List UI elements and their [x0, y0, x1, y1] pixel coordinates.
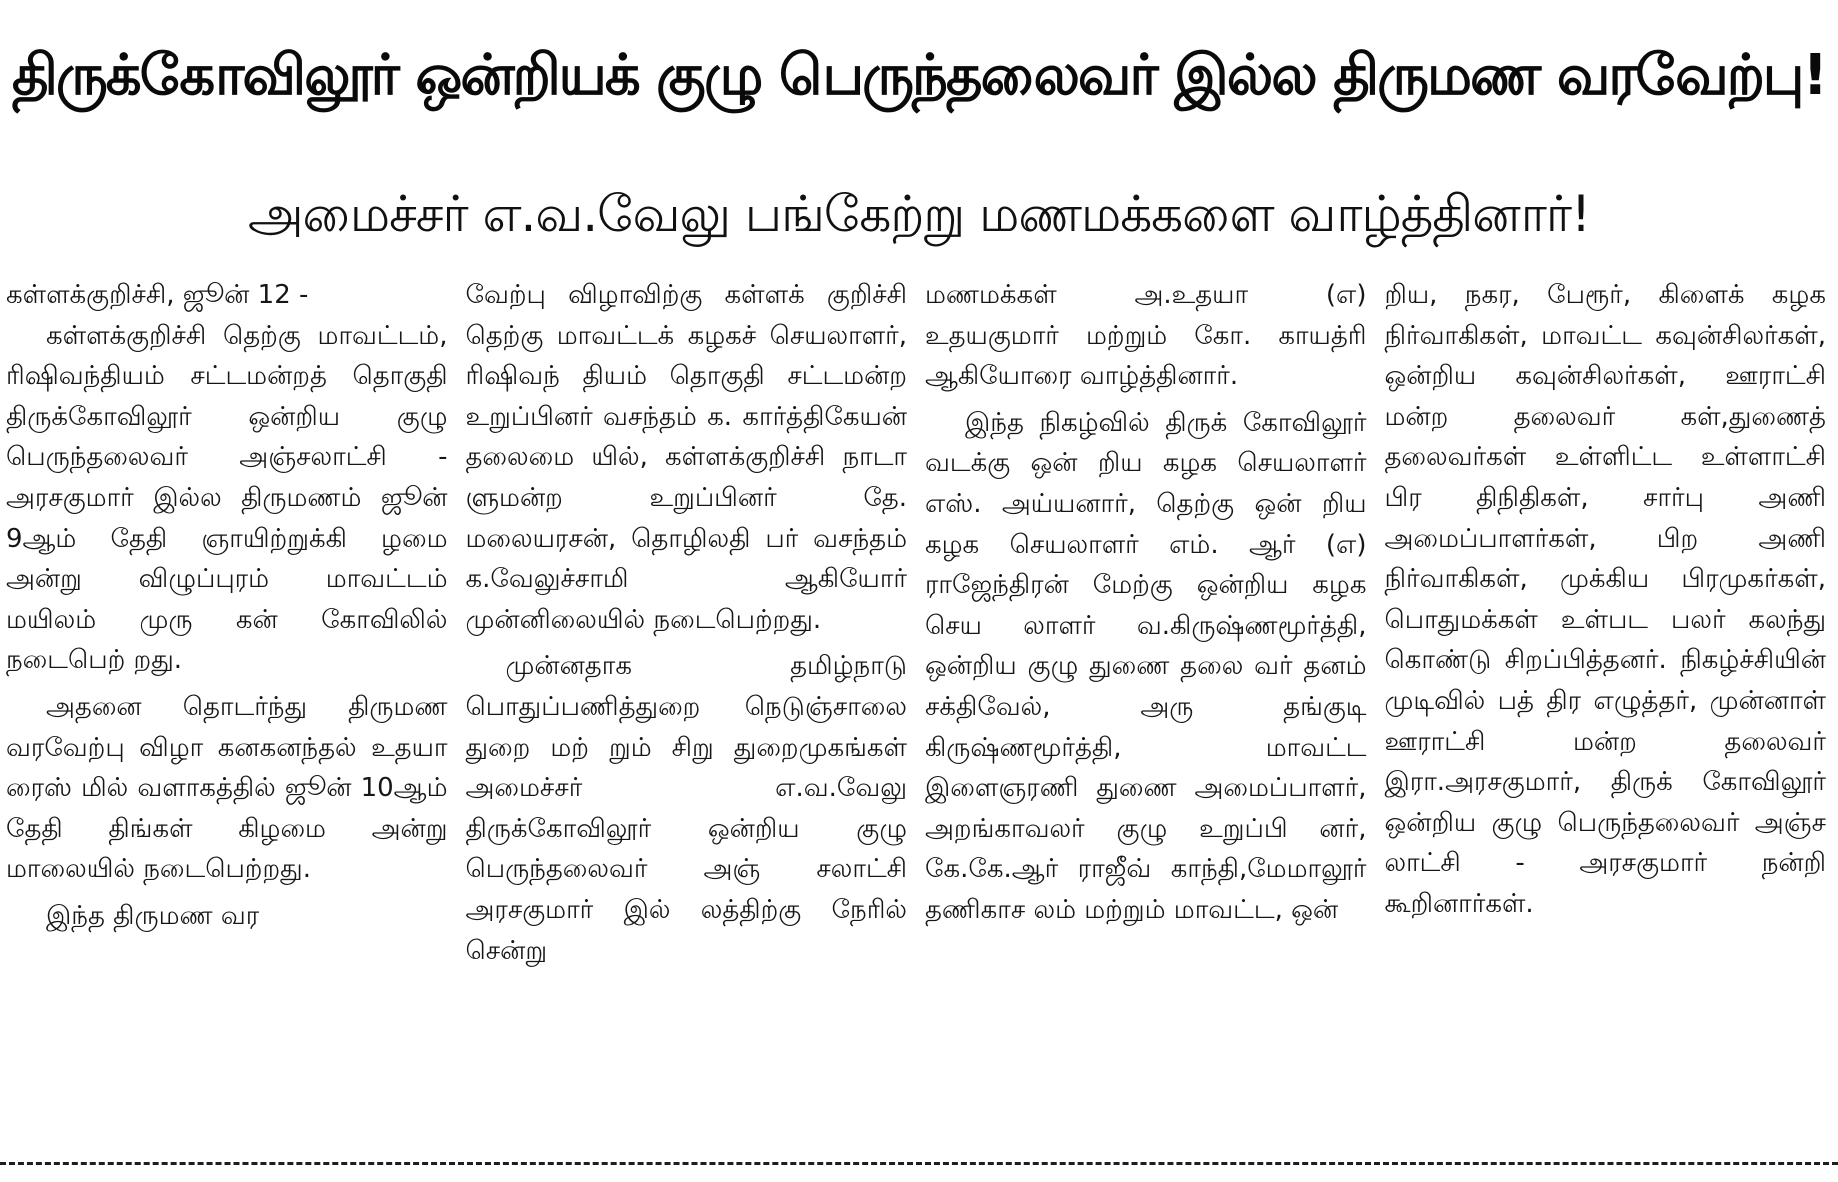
article-paragraph: இந்த நிகழ்வில் திருக் கோவிலூர் வடக்கு ஒன் றிய கழக செயலாளர் எஸ். அய்யனார், தெற்கு ஒன் றிய கழக செயலாளர் எம். ஆர் (எ) ராஜேந்திரன் மேற்கு ஒன்றிய கழக செய லாளர் வ.கிருஷ்ணமூர்த்தி, ஒன்றிய குழு துணை தலை வர் தனம் சக்திவேல், அரு தங்குடி கிருஷ்ணமூர்த்தி, மாவட்ட இளைஞரணி துணை அமைப்பாளர், அறங்காவலர் குழு உறுப்பி னர், கே.கே.ஆர் ராஜீவ் காந்தி,மேமாலூர் தணிகாச லம் மற்றும் மாவட்ட, ஒன் [925, 407, 1367, 925]
article-paragraph: அதனை தொடர்ந்து திருமண வரவேற்பு விழா கனகனந்தல் உதயா ரைஸ் மில் வளாகத்தில் ஜூன் 10ஆம் தேதி திங்கள் கிழமை அன்று மாலையில் நடைபெற்றது. [6, 691, 448, 885]
article-paragraph: வேற்பு விழாவிற்கு கள்ளக் குறிச்சி தெற்கு மாவட்டக் கழகச் செயலாளர், ரிஷிவந் தியம் தொகுதி சட்டமன்ற உறுப்பினர் வசந்தம் க. கார்த்திகேயன் தலைமை யில், கள்ளக்குறிச்சி நாடா ளுமன்ற உறுப்பினர் தே. மலையரசன், தொழிலதி பர் வசந்தம் க.வேலுச்சாமி ஆகியோர் முன்னிலையில் நடைபெற்றது. [465, 280, 907, 635]
article-column-2 [460, 275, 920, 1143]
headline: திருக்கோவிலூர் ஒன்றியக் குழு பெருந்தலைவர் இல்ல திருமண வரவேற்பு! [11, 43, 1827, 108]
article-paragraph: மணமக்கள் அ.உதயா (எ) உதயகுமார் மற்றும் கோ. காயத்ரி ஆகியோரை வாழ்த்தினார். [925, 280, 1367, 392]
article-paragraph: முன்னதாக தமிழ்நாடு பொதுப்பணித்துறை நெடுஞ்சாலை துறை மற் றும் சிறு துறைமுகங்கள் அமைச்சர் எ.வ.வேலு திருக்கோவிலூர் ஒன்றிய குழு பெருந்தலைவர் அஞ் சலாட்சி அரசகுமார் இல் லத்திற்கு நேரில் சென்று [465, 651, 907, 966]
article-column-4 [1379, 275, 1838, 1143]
dateline: கள்ளக்குறிச்சி, ஜூன் 12 - [6, 280, 309, 310]
subheadline: அமைச்சர் எ.வ.வேலு பங்கேற்று மணமக்களை வாழ்த்தினார்! [247, 184, 1591, 243]
article-paragraph: கள்ளக்குறிச்சி தெற்கு மாவட்டம், ரிஷிவந்தியம் சட்டமன்றத் தொகுதி திருக்கோவிலூர் ஒன்றிய குழு பெருந்தலைவர் அஞ்சலாட்சி - அரசகுமார் இல்ல திருமணம் ஜூன் 9ஆம் தேதி ஞாயிற்றுக்கி ழமை அன்று விழுப்புரம் மாவட்டம் மயிலம் முரு கன் கோவிலில் நடைபெற் றது. [6, 320, 448, 676]
article-paragraph: இந்த திருமண வர [46, 900, 260, 931]
article-column-3 [919, 275, 1379, 1143]
article-paragraph: றிய, நகர, பேரூர், கிளைக் கழக நிர்வாகிகள், மாவட்ட கவுன்சிலர்கள், ஒன்றிய கவுன்சிலர்கள், ஊராட்சி மன்ற தலைவர் கள்,துணைத் தலைவர்கள் உள்ளிட்ட உள்ளாட்சி பிர திநிதிகள், சார்பு அணி அமைப்பாளர்கள், பிற அணி நிர்வாகிகள், முக்கிய பிரமுகர்கள், பொதுமக்கள் உள்பட பலர் கலந்து கொண்டு சிறப்பித்தனர். நிகழ்ச்சியின் முடிவில் பத் திர எழுத்தர், முன்னாள் ஊராட்சி மன்ற தலைவர் இரா.அரசகுமார், திருக் கோவிலூர் ஒன்றிய குழு பெருந்தலைவர் அஞ்ச லாட்சி - அரசகுமார் நன்றி கூறினார்கள். [1384, 280, 1826, 919]
article-column-1 [0, 275, 460, 1143]
article-body [0, 275, 1838, 1143]
dashed-divider [0, 1162, 1838, 1165]
